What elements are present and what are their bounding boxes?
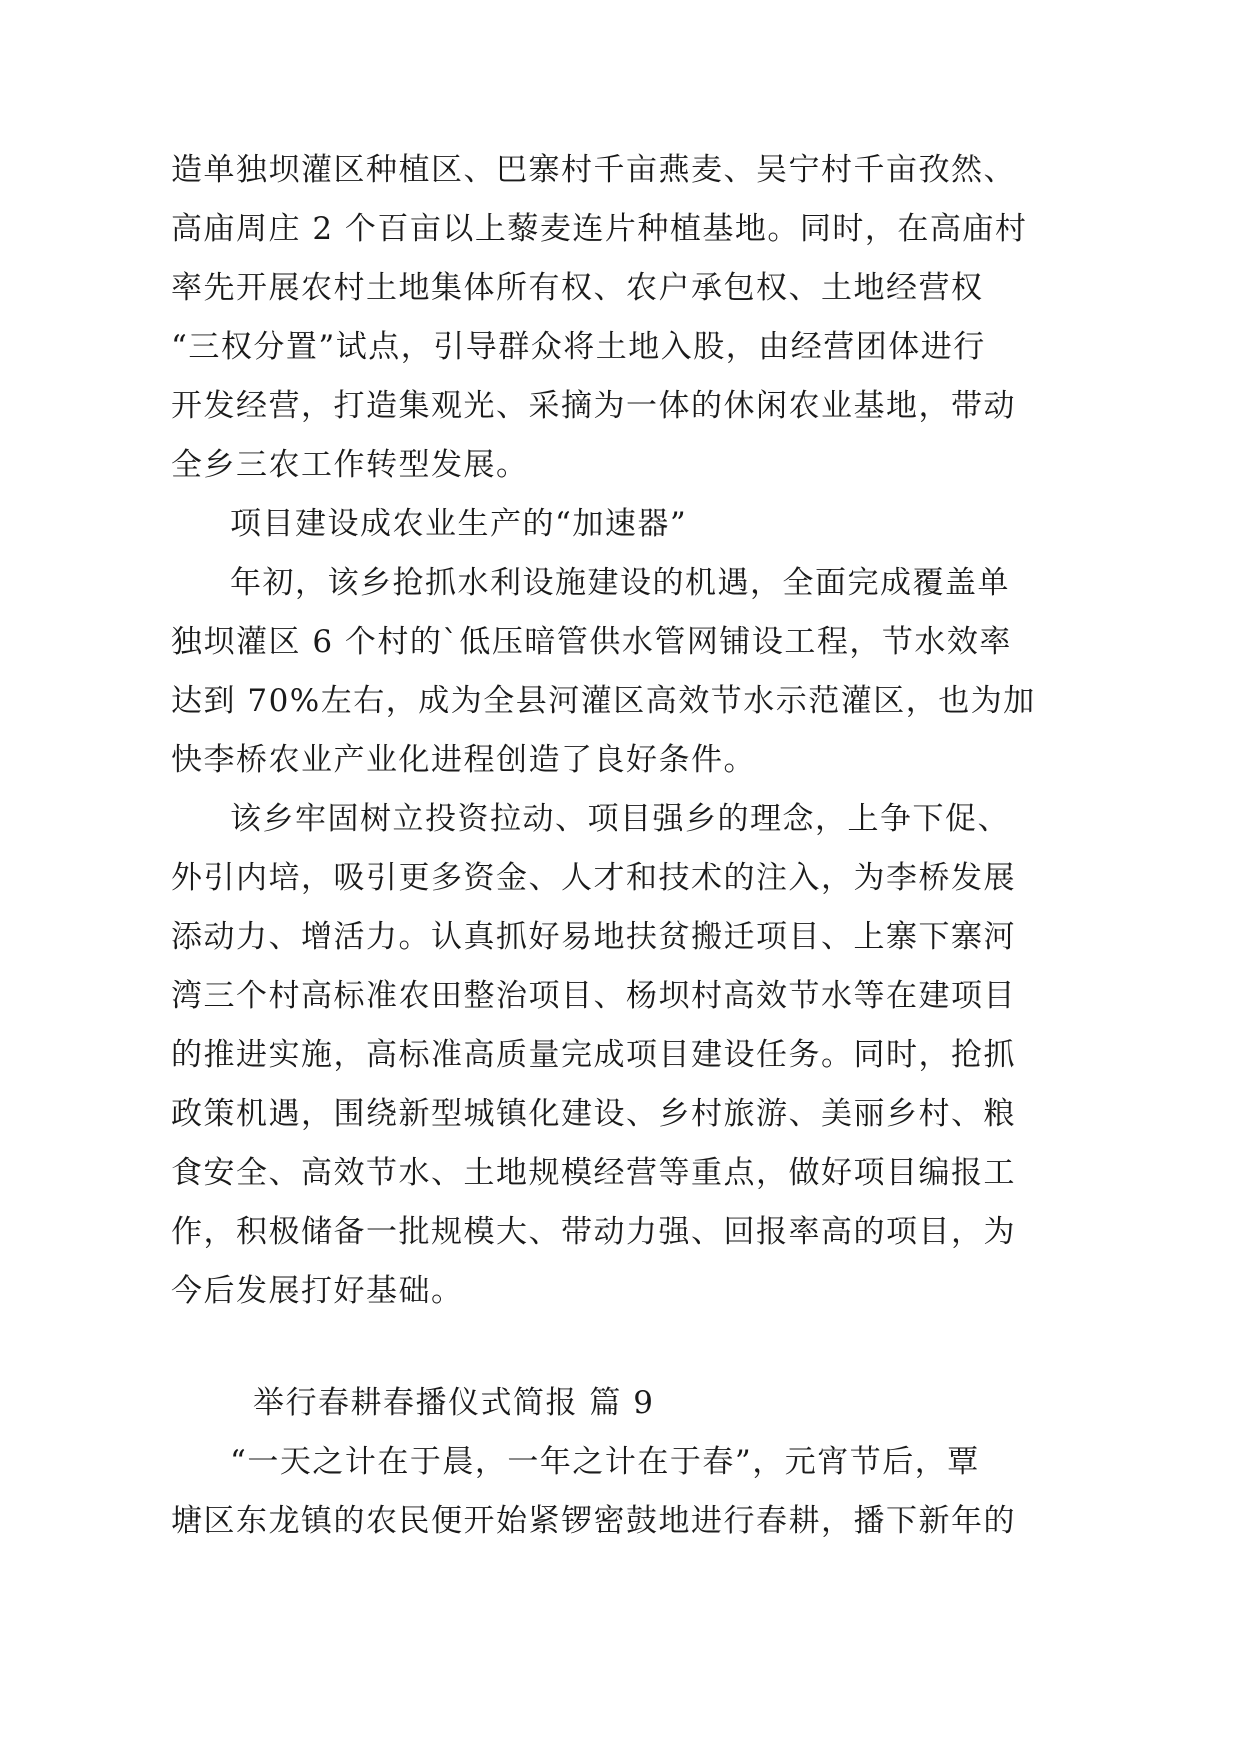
text-line-20: 今后发展打好基础。 (171, 1273, 464, 1309)
text-line-19: 作，积极储备一批规模大、带动力强、回报率高的项目，为 (171, 1214, 1016, 1250)
text-line-3: 率先开展农村土地集体所有权、农户承包权、土地经营权 (171, 270, 984, 306)
text-line-11: 快李桥农业产业化进程创造了良好条件。 (171, 742, 756, 778)
text-line-6: 全乡三农工作转型发展。 (171, 447, 529, 483)
text-line-9: 独坝灌区 6 个村的`低压暗管供水管网铺设工程，节水效率 (171, 624, 1012, 660)
text-line-1: 造单独坝灌区种植区、巴寨村千亩燕麦、吴宁村千亩孜然、 (171, 152, 1016, 188)
text-line-17: 政策机遇，围绕新型城镇化建设、乡村旅游、美丽乡村、粮 (171, 1096, 1016, 1132)
text-line-22: “一天之计在于晨，一年之计在于春”，元宵节后，覃 (230, 1444, 980, 1480)
text-line-4: “三权分置”试点，引导群众将土地入股，由经营团体进行 (171, 329, 986, 365)
text-line-18: 食安全、高效节水、土地规模经营等重点，做好项目编报工 (171, 1155, 1016, 1191)
article-heading-part-9: 举行春耕春播仪式简报 篇 9 (253, 1385, 655, 1421)
text-line-12: 该乡牢固树立投资拉动、项目强乡的理念，上争下促、 (230, 801, 1010, 837)
text-line-13: 外引内培，吸引更多资金、人才和技术的注入，为李桥发展 (171, 860, 1016, 896)
section-heading-accelerator: 项目建设成农业生产的“加速器” (230, 506, 688, 542)
text-line-15: 湾三个村高标准农田整治项目、杨坝村高效节水等在建项目 (171, 978, 1016, 1014)
text-line-16: 的推进实施，高标准高质量完成项目建设任务。同时，抢抓 (171, 1037, 1016, 1073)
text-line-10: 达到 70%左右，成为全县河灌区高效节水示范灌区，也为加 (171, 683, 1036, 719)
text-line-5: 开发经营，打造集观光、采摘为一体的休闲农业基地，带动 (171, 388, 1016, 424)
text-line-2: 高庙周庄 2 个百亩以上藜麦连片种植基地。同时，在高庙村 (171, 211, 1028, 247)
text-line-14: 添动力、增活力。认真抓好易地扶贫搬迁项目、上寨下寨河 (171, 919, 1016, 955)
text-line-23: 塘区东龙镇的农民便开始紧锣密鼓地进行春耕，播下新年的 (171, 1503, 1016, 1539)
text-line-8: 年初，该乡抢抓水利设施建设的机遇，全面完成覆盖单 (230, 565, 1010, 601)
